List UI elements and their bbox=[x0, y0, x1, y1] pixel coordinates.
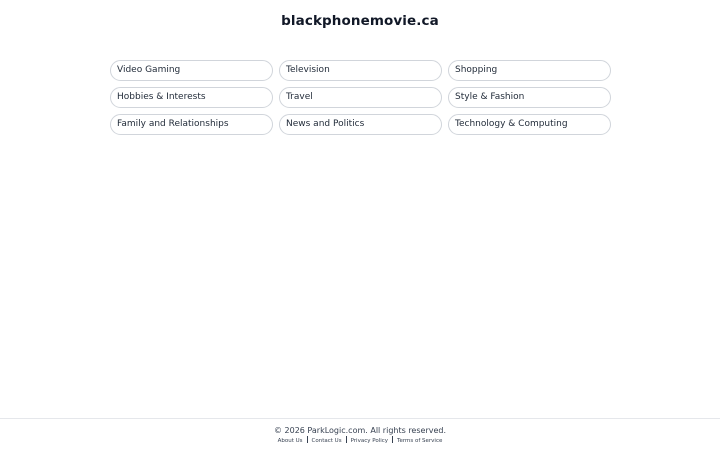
terms-of-service-link[interactable]: Terms of Service bbox=[397, 438, 443, 444]
site-title: blackphonemovie.ca bbox=[281, 13, 439, 29]
privacy-policy-link[interactable]: Privacy Policy bbox=[350, 438, 389, 444]
category-hobbies-interests[interactable]: Hobbies & Interests bbox=[110, 87, 273, 108]
footer bbox=[0, 418, 720, 450]
category-grid bbox=[110, 60, 610, 135]
footer-links bbox=[0, 436, 720, 444]
category-travel[interactable]: Travel bbox=[279, 87, 442, 108]
category-video-gaming[interactable]: Video Gaming bbox=[110, 60, 273, 81]
category-technology-computing[interactable]: Technology & Computing bbox=[448, 114, 611, 135]
contact-us-link[interactable]: Contact Us bbox=[311, 438, 342, 444]
category-news-politics[interactable]: News and Politics bbox=[279, 114, 442, 135]
category-television[interactable]: Television bbox=[279, 60, 442, 81]
category-shopping[interactable]: Shopping bbox=[448, 60, 611, 81]
category-family-relationships[interactable]: Family and Relationships bbox=[110, 114, 273, 135]
about-us-link[interactable]: About Us bbox=[277, 438, 303, 444]
copyright-text: © 2026 ParkLogic.com. All rights reserved. bbox=[273, 426, 447, 435]
category-style-fashion[interactable]: Style & Fashion bbox=[448, 87, 611, 108]
